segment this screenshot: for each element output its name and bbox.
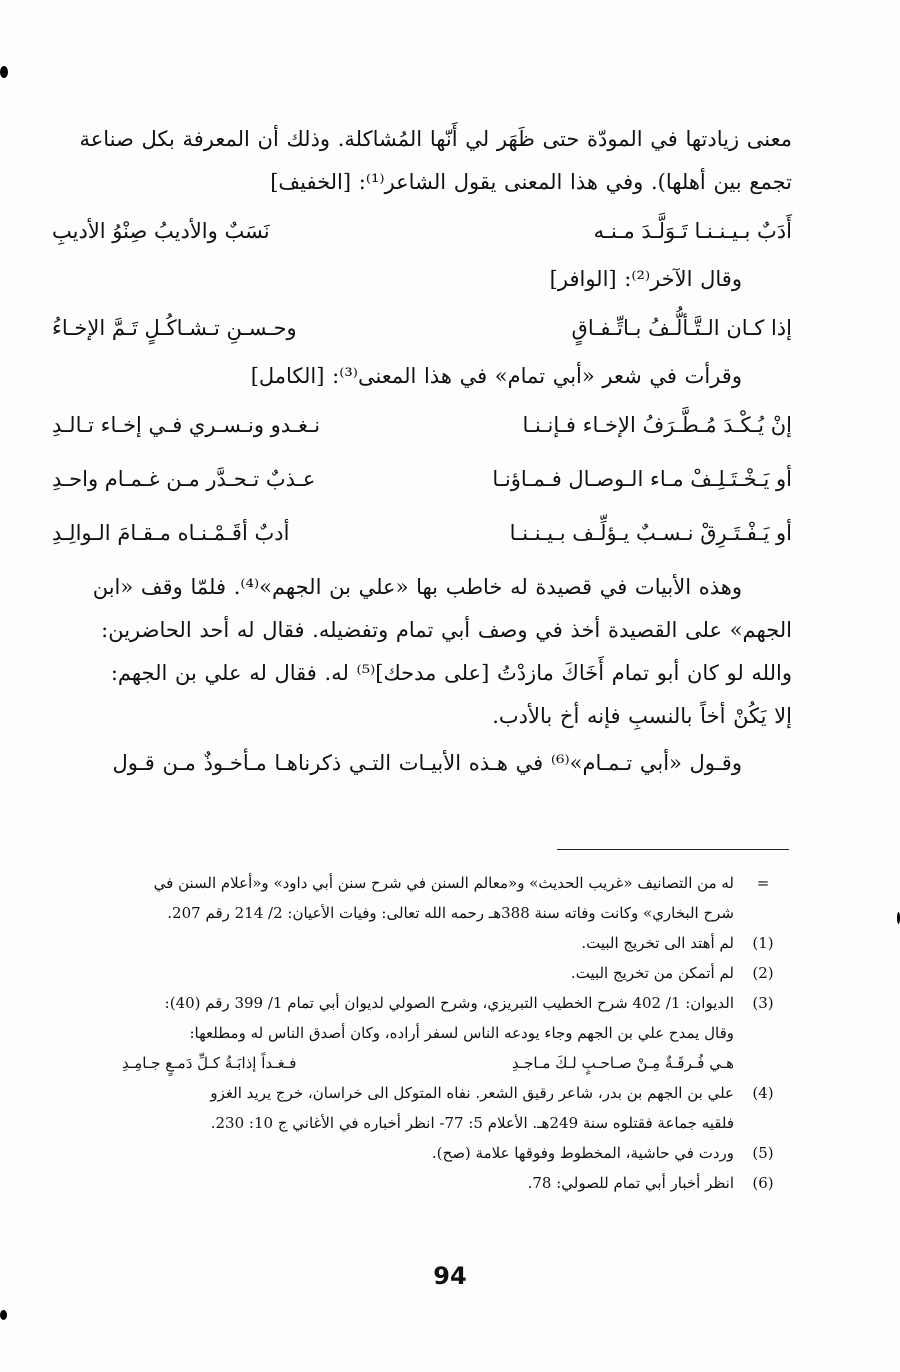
page-number: 94 (433, 1262, 467, 1290)
verse-second-hemistich: نـغـدو ونـسـري فـي إخـاء تـالـدِ (52, 413, 321, 437)
verse-first-hemistich: إذا كـان الـتَّـألُّـفُ بـاتِّـفـاقٍ (571, 316, 792, 340)
footnote-text: الديوان: 1/ 402 شرح الخطيب التبريزي، وشرح الصولي لديوان أبي تمام 1/ 399 رقم (40): وقال يمدح علي بن الجهم وجاء يودعه الناس لسفر أراده، وكان أصدق الناس له ومطلعها: هـي فُـرقَـةٌ مِـنْ صـاحـبٍ لـكَ مـاجـدِ فـغـداً إذابَـةُ كـلِّ دَمـعٍ جـامِـدِ (52, 988, 734, 1078)
footnote-continued (52, 868, 792, 928)
footnote-number: (1) (752, 934, 774, 952)
footnote-text: وردت في حاشية، المخطوط وفوقها علامة (صح). (431, 1144, 734, 1162)
verse-first-hemistich: إنْ يُـكْـدَ مُـطَّـرَفُ الإخـاء فـإنـنـا (522, 413, 792, 437)
footnote-number: (6) (752, 1174, 774, 1192)
footnote-number: (5) (752, 1144, 774, 1162)
line: الجهم» على القصيدة أخذ في وصف أبي تمام وتفضيله. فقال له أحد الحاضرين: (101, 618, 792, 642)
footnote-text: لم أتمكن من تخريج البيت. (570, 964, 734, 982)
footnotes (52, 868, 792, 1198)
footnote-text: انظر أخبار أبي تمام للصولي: 78. (527, 1174, 734, 1192)
line: معنى زيادتها في المودّة حتى ظَهَر لي أَنّها المُشاكلة. وذلك أن المعرفة بكل صناعة (79, 127, 792, 151)
footnote-marker: = (756, 874, 770, 892)
line: وهذه الأبيات في قصيدة له خاطب بها «علي بن الجهم»⁽⁴⁾. فلمّا وقف «ابن (92, 575, 742, 599)
footnote-4 (52, 1078, 792, 1138)
verse-1 (52, 204, 792, 258)
paragraph-4 (52, 566, 792, 738)
scan-mark-top (0, 66, 8, 78)
line: تجمع بين أهلها). وفي هذا المعنى يقول الشاعر⁽¹⁾: [الخفيف] (270, 170, 792, 194)
line: والله لو كان أبو تمام أَخَاكَ مازدْتُ [على مدحك]⁽⁵⁾ له. فقال له علي بن الجهم: (110, 661, 792, 685)
line: إلا يَكُنْ أخاً بالنسبِ فإنه أخ بالأدب. (492, 704, 792, 728)
verse-second-hemistich: نَسَبٌ والأديبُ صِنْوُ الأديبِ (52, 219, 270, 243)
verse-first-hemistich: أَدَبٌ بـيـنـنـا تَـوَلَّـدَ مـنـه (593, 219, 792, 243)
verse-5 (52, 506, 792, 560)
footnote-5 (52, 1138, 792, 1168)
verse-first-hemistich: هـي فُـرقَـةٌ مِـنْ صـاحـبٍ لـكَ مـاجـدِ (511, 1054, 734, 1072)
verse-second-hemistich: عـذبٌ تـحـدَّر مـن غـمـام واحـدِ (52, 467, 316, 491)
footnote-number: (3) (752, 994, 774, 1012)
paragraph-3: وقرأت في شعر «أبي تمام» في هذا المعنى⁽³⁾: [الكامل] (250, 364, 742, 388)
verse-first-hemistich: أو يَـخْـتَـلِـفْ مـاء الـوصـال فـمـاؤنـا (492, 467, 792, 491)
footnote-number: (2) (752, 964, 774, 982)
verse-4 (52, 452, 792, 506)
footnote-2 (52, 958, 792, 988)
verse-first-hemistich: أو يَـفْـتَـرِقْ نـسـبٌ يـؤلِّـف بـيـنـنـا (509, 521, 792, 545)
verse-3 (52, 398, 792, 452)
verse-second-hemistich: أدبٌ أقَـمْـنـاه مـقـامَ الـوالِـدِ (52, 521, 290, 545)
footnote-1 (52, 928, 792, 958)
footnote-number: (4) (752, 1084, 774, 1102)
paragraph-5: وقـول «أبي تـمـام»⁽⁶⁾ في هـذه الأبيـات التـي ذكرناهـا مـأخـوذٌ مـن قـول (112, 751, 742, 775)
main-text (52, 118, 792, 785)
footnote-3 (52, 988, 792, 1078)
paragraph-2: وقال الآخر⁽²⁾: [الوافر] (549, 267, 742, 291)
paragraph-1 (52, 118, 792, 204)
footnote-verse (52, 1048, 734, 1078)
scan-mark-bottom (0, 1310, 7, 1320)
footnote-text: لم أهتد الى تخريج البيت. (581, 934, 734, 952)
verse-second-hemistich: فـغـداً إذابَـةُ كـلِّ دَمـعٍ جـامِـدِ (122, 1054, 297, 1072)
verse-2 (52, 301, 792, 355)
footnote-6 (52, 1168, 792, 1198)
footnote-text: علي بن الجهم بن بدر، شاعر رقيق الشعر. نفاه المتوكل الى خراسان، خرج يريد الغزو فلقيه جماعة فقتلوه سنة 249هـ. الأعلام 5: 77- انظر أخباره في الأغاني ج 10: 230. (210, 1084, 734, 1132)
footnote-text: له من التصانيف «غريب الحديث» و«معالم السنن في شرح سنن أبي داود» و«أعلام السنن في شرح البخاري» وكانت وفاته سنة 388هـ رحمه الله تعالى: وفيات الأعيان: 2/ 214 رقم 207. (153, 874, 734, 922)
footnote-separator (557, 849, 789, 850)
verse-second-hemistich: وحـسـنِ تـشـاكُـلٍ تَـمَّ الإخـاءُ (52, 316, 297, 340)
